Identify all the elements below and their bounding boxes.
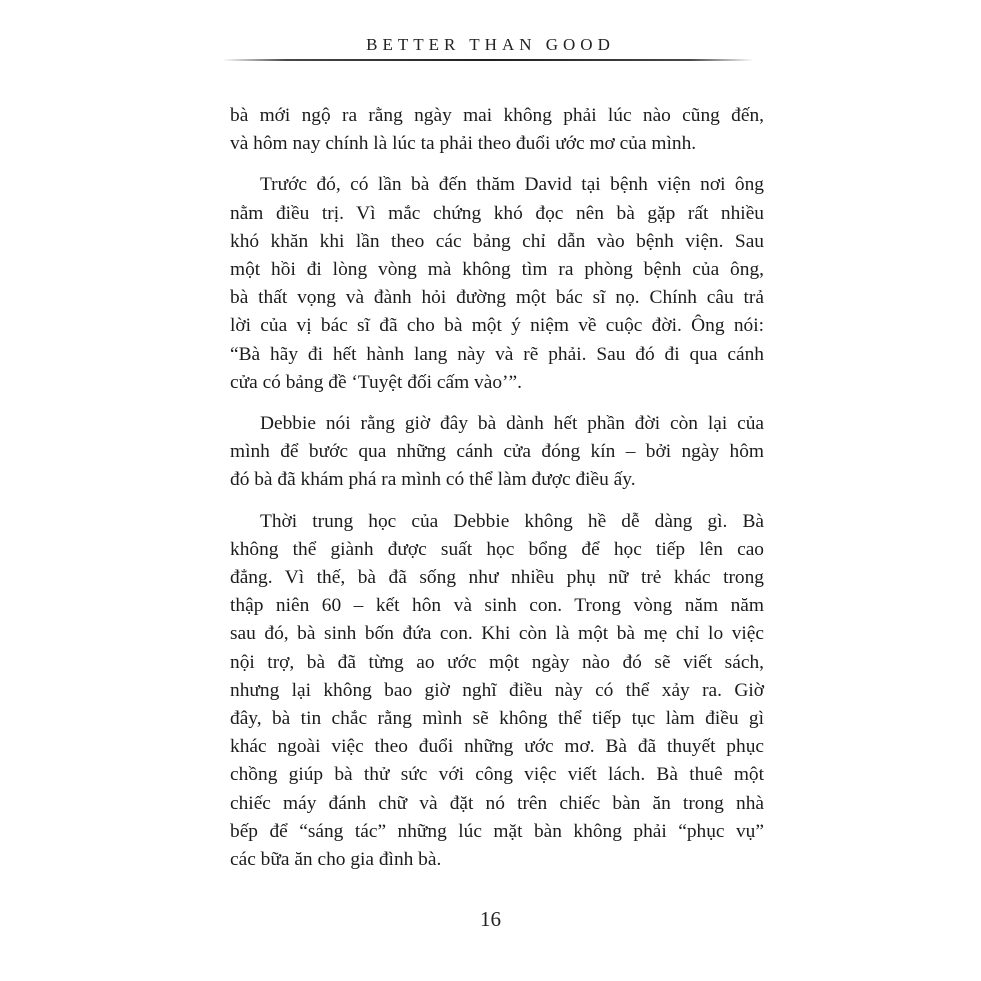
paragraph-4 — [230, 508, 764, 875]
text-line: bà thất vọng và đành hỏi đường một bác sĩ nọ. Chính câu trả — [230, 287, 764, 309]
text-line: một hồi đi lòng vòng mà không tìm ra phòng bệnh của ông, — [230, 259, 764, 281]
text-line: mình để bước qua những cánh cửa đóng kín – bởi ngày hôm — [230, 441, 764, 463]
text-line: Trước đó, có lần bà đến thăm David tại bệnh viện nơi ông — [260, 174, 764, 196]
paragraph-2 — [230, 171, 764, 397]
text-line: đây, bà tin chắc rằng mình sẽ không thể tiếp tục làm điều gì — [230, 708, 764, 730]
text-line: chồng giúp bà thử sức với công việc viết lách. Bà thuê một — [230, 764, 764, 786]
text-line: các bữa ăn cho gia đình bà. — [230, 849, 442, 871]
text-line: Thời trung học của Debbie không hề dễ dàng gì. Bà — [260, 510, 764, 532]
text-line: khác ngoài việc theo đuổi những ước mơ. Bà đã thuyết phục — [230, 736, 764, 758]
text-line: không thể giành được suất học bổng để học tiếp lên cao — [230, 538, 764, 560]
text-line: bếp để “sáng tác” những lúc mặt bàn không phải “phục vụ” — [230, 820, 764, 842]
page-number: 16 — [480, 907, 501, 931]
text-line: khó khăn khi lần theo các bảng chỉ dẫn vào bệnh viện. Sau — [230, 230, 764, 252]
text-line: Debbie nói rằng giờ đây bà dành hết phần đời còn lại của — [260, 413, 764, 435]
text-line: nội trợ, bà đã từng ao ước một ngày nào đó sẽ viết sách, — [230, 651, 764, 673]
body-text — [230, 102, 764, 887]
header-rule — [222, 59, 754, 61]
text-line: đẳng. Vì thế, bà đã sống như nhiều phụ nữ trẻ khác trong — [230, 567, 764, 589]
text-line: đó bà đã khám phá ra mình có thể làm được điều ấy. — [230, 469, 636, 491]
text-line: “Bà hãy đi hết hành lang này và rẽ phải. Sau đó đi qua cánh — [230, 343, 764, 365]
text-line: thập niên 60 – kết hôn và sinh con. Trong vòng năm năm — [230, 595, 764, 617]
paragraph-1 — [230, 102, 764, 158]
text-line: bà mới ngộ ra rằng ngày mai không phải lúc nào cũng đến, — [230, 105, 764, 126]
text-line: lời của vị bác sĩ đã cho bà một ý niệm về cuộc đời. Ông nói: — [230, 315, 764, 337]
text-line: và hôm nay chính là lúc ta phải theo đuổi ước mơ của mình. — [230, 133, 697, 155]
text-line: cửa có bảng đề ‘Tuyệt đối cấm vào’”. — [230, 371, 522, 393]
text-line: chiếc máy đánh chữ và đặt nó trên chiếc bàn ăn trong nhà — [230, 792, 764, 814]
text-line: sau đó, bà sinh bốn đứa con. Khi còn là một bà mẹ chỉ lo việc — [230, 623, 764, 645]
text-line: nằm điều trị. Vì mắc chứng khó đọc nên bà gặp rất nhiều — [230, 202, 764, 224]
text-line: nhưng lại không bao giờ nghĩ điều này có thể xảy ra. Giờ — [230, 679, 764, 701]
paragraph-3 — [230, 410, 764, 495]
running-header-title: BETTER THAN GOOD — [366, 35, 615, 54]
